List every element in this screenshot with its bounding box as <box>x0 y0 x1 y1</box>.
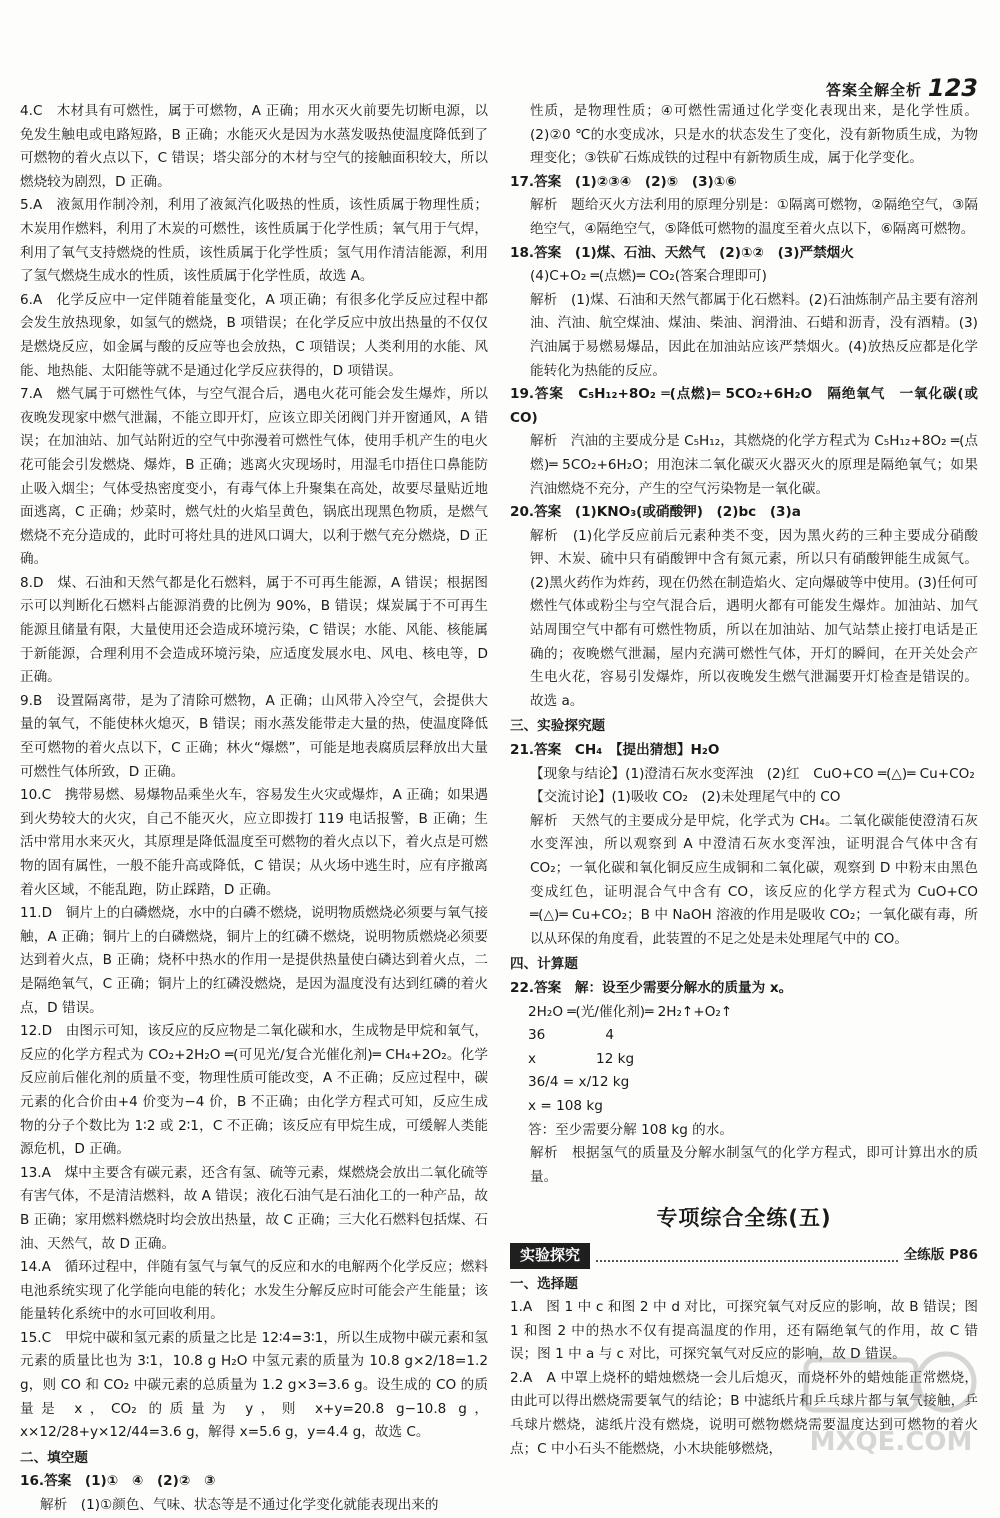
section-heading-calc: 四、计算题 <box>510 956 578 973</box>
calc-value: x <box>528 1050 537 1067</box>
answer-item-15: 15.C 甲烷中碳和氢元素的质量之比是 12∶4=3∶1，所以生成物中碳元素和氢元素的质量比也为 3∶1，10.8 g H₂O 中氢元素的质量为 10.8 g×2/18=1.2 g，则 CO 和 CO₂ 中碳元素的总质量为 1.2 g×3=3.6 g。设生成的 CO 的质量是 x，CO₂ 的质量为 y，则 x+y=20.8 g−10.8 g，x×12/28+y×12/44=3.6 g，解得 x=5.6 g，y=4.4 g，故选 C。 <box>20 1329 488 1441</box>
watermark-logo <box>796 1342 986 1462</box>
answer-item-21: 21.答案 CH₄ 【提出猜想】H₂O <box>510 742 720 759</box>
result-22: x = 108 kg <box>528 1097 603 1114</box>
answer-item-12: 12.D 由图示可知，该反应的反应物是二氧化碳和水，生成物是甲烷和氧气，反应的化学方程式为 CO₂+2H₂O ═(可见光/复合光催化剂)═ CH₄+2O₂。化学反应前后催化剂的质量不变，物理性质可能改变，A 不正确；反应过程中，碳元素的化合价由+4 价变为−4 价，B 不正确；由化学方程式可知，反应生成物的分子个数比为 1∶2 或 2∶1，C 不正确；该反应有甲烷生成，可缓解人类能源危机，D 正确。 <box>20 1023 488 1158</box>
topic-label: 实验探究 <box>510 1243 590 1269</box>
calc-value: 12 kg <box>596 1050 635 1067</box>
ratio-22: 36/4 = x/12 kg <box>528 1074 630 1091</box>
equation-22: 2H₂O ═(光/催化剂)═ 2H₂↑+O₂↑ <box>528 1003 733 1020</box>
calc-value: 36 <box>528 1027 546 1044</box>
analysis-item-19: 解析 汽油的主要成分是 C₅H₁₂，其燃烧的化学方程式为 C₅H₁₂+8O₂ ═(点燃)═ 5CO₂+6H₂O；用泡沫二氧化碳灭火器灭火的原理是隔绝氧气；如果汽油燃烧不充分，产生的空气污染物是一氧化碳。 <box>530 433 978 497</box>
answer-item-16: 16.答案 (1)① ④ (2)② ③ <box>20 1473 216 1490</box>
answer-item-10: 10.C 携带易燃、易爆物品乘坐火车，容易发生火灾或爆炸，A 正确；如果遇到火势较大的火灾，自己不能灭火，应立即拨打 119 电话报警，B 正确；生活中常用水来灭火，其原理是降低温度至可燃物的着火点以下，着火点是可燃物的固有属性，一般不能升高或降低，C 错误；从火场中逃生时，应有序撤离着火区域，不能乱跑，防止踩踏，D 正确。 <box>20 787 488 898</box>
answer-item-17: 17.答案 (1)②③④ (2)⑤ (3)①⑥ <box>510 173 737 190</box>
answer-item-r1: 1.A 图 1 中 c 和图 2 中 d 对比，可探究氧气对反应的影响，故 B 错误；图 1 和图 2 中的热水不仅有提高温度的作用，还有隔绝氧气的作用，故 C 错误；图 1 中 a 与 c 对比，可探究氧气对反应的影响，故 D 错误。 <box>510 1299 978 1363</box>
section-heading-fill-blank: 二、填空题 <box>20 1449 88 1466</box>
answer-item-8: 8.D 煤、石油和天然气都是化石燃料，属于不可再生能源，A 错误；根据图示可以判断化石燃料占能源消费的比例为 90%，B 错误；煤炭属于不可再生能源且储量有限，大量使用还会造成环境污染，C 错误；水能、风能、核能属于新能源，合理利用不会造成环境污染，应适度发展水电、风电、核电等，D 正确。 <box>20 574 488 686</box>
analysis-item-16-cont: 性质，是物理性质；④可燃性需通过化学变化表现出来，是化学性质。(2)②0 ℃的水变成冰，只是水的状态发生了变化，没有新物质生成，为物理变化；③铁矿石炼成铁的过程中有新物质生成，属于化学变化。 <box>530 103 978 167</box>
analysis-item-20: 解析 (1)化学反应前后元素种类不变，因为黑火药的三种主要成分硝酸钾、木炭、硫中只有硝酸钾中含有氮元素，所以只有硝酸钾能生成氮气。(2)黑火药作为炸药，现在仍然在制造焰火、定向爆破等中使用。(3)任何可燃性气体或粉尘与空气混合后，遇明火都有可能发生爆炸。加油站、加气站周围空气中都有可燃性物质，所以在加油站、加气站禁止接打电话是正确的；夜晚燃气泄漏，屋内充满可燃性气体，开灯的瞬间，在开关处会产生电火花，容易引发爆炸，所以夜晚发生燃气泄漏要开灯检查是错误的。故选 a。 <box>530 527 978 709</box>
equation-18: (4)C+O₂ ═(点燃)═ CO₂(答案合理即可) <box>530 268 767 285</box>
answer-item-r2: 2.A A 中罩上烧杯的蜡烛燃烧一会儿后熄灭，而烧杯外的蜡烛能正常燃烧，由此可以得出燃烧需要氧气的结论；B 中滤纸片和乒乓球片都与氧气接触，乒乓球片燃烧，滤纸片没有燃烧，说明可燃物燃烧需要温度达到可燃物的着火点；C 中小石头不能燃烧，小木块能够燃烧， <box>510 1369 978 1457</box>
dotted-leader <box>596 1250 898 1262</box>
calc-value: 4 <box>605 1027 614 1044</box>
analysis-item-21: 解析 天然气的主要成分是甲烷，化学式为 CH₄。二氧化碳能使澄清石灰水变浑浊，所以观察到 A 中澄清石灰水变浑浊，证明混合气体中含有 CO₂；一氧化碳和氧化铜反应生成铜和二氧化碳，观察到 D 中粉末由黑色变成红色，证明混合气中含有 CO，该反应的化学方程式为 CuO+CO ═(△)═ Cu+CO₂；B 中 NaOH 溶液的作用是吸收 CO₂；一氧化碳有毒，所以从环保的角度看，此装置的不足之处是未处理尾气中的 CO。 <box>530 812 978 947</box>
calc-row-1 <box>528 1024 978 1048</box>
answer-item-6: 6.A 化学反应中一定伴随着能量变化，A 项正确；有很多化学反应过程中都会发生放热现象，如氢气的燃烧，B 项错误；在化学反应中放出热量的不仅仅是燃烧反应，如金属与酸的反应等也会放热，C 项错误；人类利用的水能、风能、地热能、太阳能等就不是通过化学反应获得的，D 项错误。 <box>20 291 488 379</box>
page-header <box>0 0 1000 100</box>
answer-item-19: 19.答案 C₅H₁₂+8O₂ ═(点燃)═ 5CO₂+6H₂O 隔绝氧气 一氧化碳(或 CO) <box>510 386 978 426</box>
result-21: 【现象与结论】(1)澄清石灰水变浑浊 (2)红 CuO+CO ═(△)═ Cu+CO₂ <box>530 765 975 782</box>
analysis-item-22: 解析 根据氢气的质量及分解水制氢气的化学方程式，即可计算出水的质量。 <box>530 1145 978 1185</box>
section-heading-experiment: 三、实验探究题 <box>510 718 606 735</box>
answer-item-20: 20.答案 (1)KNO₃(或硝酸钾) (2)bc (3)a <box>510 504 801 521</box>
conclusion-22: 答：至少需要分解 108 kg 的水。 <box>528 1121 733 1138</box>
answer-item-14: 14.A 循环过程中，伴随有氢气与氧气的反应和水的电解两个化学反应；燃料电池系统实现了化学能向电能的转化；水发生分解反应时可能会产生能量；该能量转化系统中的水可回收利用。 <box>20 1259 488 1323</box>
calc-row-2 <box>528 1048 978 1072</box>
page-reference: 全练版 P86 <box>903 1246 978 1263</box>
answer-item-13: 13.A 煤中主要含有碳元素，还含有氢、硫等元素，煤燃烧会放出二氧化硫等有害气体，不是清洁燃料，故 A 错误；液化石油气是石油化工的一种产品，故 B 正确；家用燃料燃烧时均会放出热量，故 C 正确；三大化石燃料包括煤、石油、天然气，故 D 正确。 <box>20 1164 488 1252</box>
answer-item-7: 7.A 燃气属于可燃性气体，与空气混合后，遇电火花可能会发生爆炸，所以夜晚发现家中燃气泄漏，不能立即开灯，应该立即关闭阀门并开窗通风，A 错误；在加油站、加气站附近的空气中弥漫着可燃性气体，使用手机产生的电火花可能会引发燃烧、爆炸，B 正确；逃离火灾现场时，用湿毛巾捂住口鼻能防止吸入烟尘；气体受热密度变小，有毒气体上升聚集在高处，故要尽量贴近地面逃离，C 正确；炒菜时，燃气灶的火焰呈黄色，锅底出现黑色物质，是燃气燃烧不充分造成的，此时可将灶具的进风口调大，以利于燃气充分燃烧，D 正确。 <box>20 386 488 568</box>
analysis-item-18: 解析 (1)煤、石油和天然气都属于化石燃料。(2)石油炼制产品主要有溶剂油、汽油、航空煤油、煤油、柴油、润滑油、石蜡和沥青，没有酒精。(3)汽油属于易燃易爆品，因此在加油站应该严禁烟火。(4)放热反应都是化学能转化为热能的反应。 <box>530 291 978 379</box>
answer-item-11: 11.D 铜片上的白磷燃烧，水中的白磷不燃烧，说明物质燃烧必须要与氧气接触，A 正确；铜片上的白磷燃烧，铜片上的红磷不燃烧，说明物质燃烧必须要达到着火点，B 正确；烧杯中热水的作用一是提供热量使白磷达到着火点，二是隔绝氧气，C 正确；铜片上的红磷没燃烧，是因为温度没有达到红磷的着火点，D 错误。 <box>20 905 488 1016</box>
topic-bar <box>510 1243 978 1269</box>
page-number: 123 <box>927 74 978 102</box>
svg-text:MXQE.COM: MXQE.COM <box>809 1427 973 1457</box>
discussion-21: 【交流讨论】(1)吸收 CO₂ (2)未处理尾气中的 CO <box>530 789 841 806</box>
section-heading-choice: 一、选择题 <box>510 1275 578 1292</box>
answer-item-5: 5.A 液氮用作制冷剂，利用了液氮汽化吸热的性质，该性质属于物理性质；木炭用作燃料，利用了木炭的可燃性，该性质属于化学性质；氧气用于气焊，利用了氧气支持燃烧的性质，该性质属于化学性质；氢气用作清洁能源，利用了氢气燃烧生成水的性质，该性质属于化学性质，故选 A。 <box>20 197 488 285</box>
analysis-item-17: 解析 题给灭火方法利用的原理分别是：①隔离可燃物，②隔绝空气，③隔绝空气，④隔绝空气，⑤降低可燃物的温度至着火点以下，⑥隔离可燃物。 <box>530 197 978 237</box>
analysis-item-16: 解析 (1)①颜色、气味、状态等是不通过化学变化就能表现出来的 <box>40 1497 439 1514</box>
answer-item-4: 4.C 木材具有可燃性，属于可燃物，A 正确；用水灭火前要先切断电源，以免发生触电或电路短路，B 正确；水能灭火是因为水蒸发吸热使温度降低到了可燃物的着火点以下，C 错误；塔尖部分的木材与空气的接触面积较大，所以燃烧较为剧烈，D 正确。 <box>20 103 488 190</box>
header-title: 答案全解全析 <box>825 81 922 99</box>
answer-item-18: 18.答案 (1)煤、石油、天然气 (2)①② (3)严禁烟火 <box>510 244 854 261</box>
right-column <box>510 100 978 1461</box>
calculation-22 <box>510 1001 978 1143</box>
answer-item-9: 9.B 设置隔离带，是为了清除可燃物，A 正确；山风带入冷空气，会提供大量的氧气，不能使林火熄灭，B 错误；雨水蒸发能带走大量的热，使温度降低至可燃物的着火点以下，C 正确；林火“爆燃”，可能是地表腐质层释放出大量可燃性气体所致，D 正确。 <box>20 692 488 780</box>
left-column <box>20 100 488 1518</box>
special-section-title: 专项综合全练(五) <box>656 1206 832 1231</box>
answer-item-22: 22.答案 解：设至少需要分解水的质量为 x。 <box>510 979 793 996</box>
